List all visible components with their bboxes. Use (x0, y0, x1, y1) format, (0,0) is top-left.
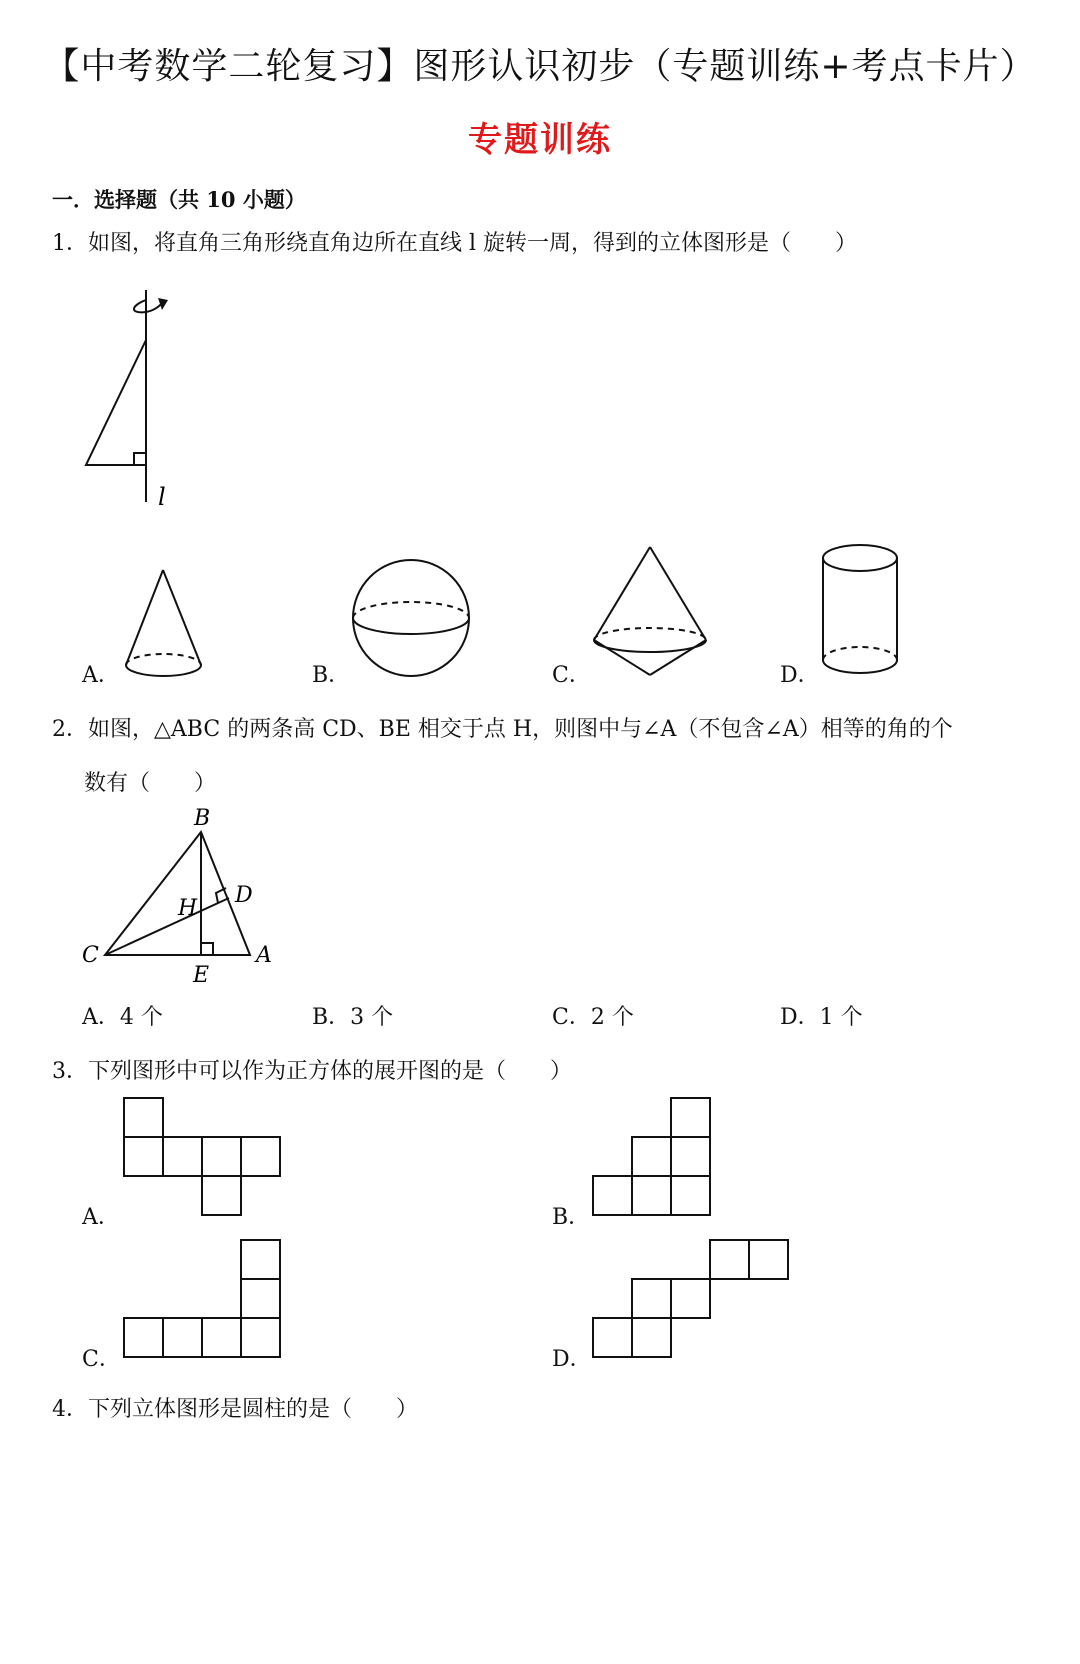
label-c: C (82, 943, 99, 968)
q1-option-b-label[interactable]: B． (312, 663, 351, 688)
question-1-text: 1．如图，将直角三角形绕直角边所在直线 l 旋转一周，得到的立体图形是（ ） (52, 231, 858, 256)
label-b: B (194, 806, 211, 831)
page-subtitle: 专题训练 (468, 120, 612, 160)
section-heading: 一．选择题（共 10 小题） (52, 187, 306, 212)
q3-option-a-label[interactable]: A． (82, 1205, 120, 1230)
q1-option-d-label[interactable]: D． (780, 663, 820, 688)
q2-option-b[interactable]: B．3 个 (312, 1005, 394, 1030)
line-label-l: l (158, 483, 166, 511)
q1-option-a-label[interactable]: A． (82, 663, 120, 688)
cube-net-a (124, 1098, 280, 1215)
q3-option-c-label[interactable]: C． (82, 1347, 121, 1372)
q3-option-d-label[interactable]: D． (552, 1347, 592, 1372)
label-h: H (178, 896, 198, 921)
question-3-text: 3．下列图形中可以作为正方体的展开图的是（ ） (52, 1059, 572, 1084)
q2-option-c[interactable]: C．2 个 (552, 1005, 634, 1030)
label-d: D (235, 883, 253, 908)
cube-net-d (593, 1240, 788, 1357)
question-2-text: 2．如图，△ABC 的两条高 CD、BE 相交于点 H，则图中与∠A（不包含∠A）相等的角的个 (52, 717, 953, 742)
q2-option-d[interactable]: D．1 个 (780, 1005, 863, 1030)
label-e: E (193, 963, 210, 988)
label-a: A (256, 943, 272, 968)
question-4-text: 4．下列立体图形是圆柱的是（ ） (52, 1397, 418, 1422)
cube-net-c (124, 1240, 280, 1357)
q2-option-a[interactable]: A．4 个 (82, 1005, 163, 1030)
question-2-text-cont: 数有（ ） (84, 771, 217, 796)
cube-net-b (593, 1098, 710, 1215)
page-title: 【中考数学二轮复习】图形认识初步（专题训练+考点卡片） (43, 46, 1037, 87)
q1-option-c-label[interactable]: C． (552, 663, 591, 688)
q3-option-b-label[interactable]: B． (552, 1205, 591, 1230)
